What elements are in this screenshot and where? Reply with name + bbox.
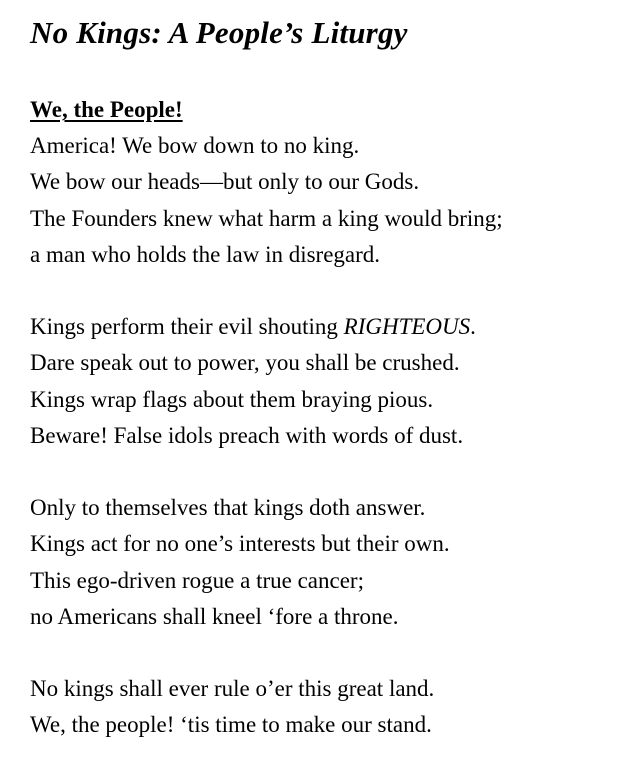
stanza-4 [30, 671, 620, 743]
poem-line: Dare speak out to power, you shall be crushed. [30, 350, 460, 376]
poem-line: Kings wrap flags about them braying pious. [30, 386, 434, 412]
poem-title: No Kings: A People’s Liturgy [30, 15, 408, 50]
poem-body [30, 92, 620, 744]
poem-line: This ego-driven rogue a true cancer; [30, 567, 364, 593]
stanza-2 [30, 309, 620, 454]
poem-line: Beware! False idols preach with words of dust. [30, 422, 464, 448]
poem-line: We, the people! ‘tis time to make our stand. [30, 712, 432, 738]
poem-line: No kings shall ever rule o’er this great land. [30, 676, 435, 702]
stanza-heading: We, the People! [30, 97, 183, 122]
poem-page [30, 14, 620, 744]
stanza-3 [30, 490, 620, 635]
poem-line: Only to themselves that kings doth answer. [30, 495, 426, 521]
poem-line: The Founders knew what harm a king would bring; [30, 205, 503, 231]
poem-line: America! We bow down to no king. [30, 133, 360, 159]
poem-line: We bow our heads—but only to our Gods. [30, 169, 420, 195]
stanza-1 [30, 92, 620, 273]
emphasized-word: RIGHTEOUS [343, 314, 471, 340]
poem-line-suffix: . [470, 314, 476, 340]
poem-line-prefix: Kings perform their evil shouting [30, 314, 344, 340]
poem-line: Kings act for no one’s interests but their own. [30, 531, 450, 557]
poem-line: a man who holds the law in disregard. [30, 241, 381, 267]
poem-line: no Americans shall kneel ‘fore a throne. [30, 603, 399, 629]
poem-line-with-emphasis [30, 309, 620, 345]
